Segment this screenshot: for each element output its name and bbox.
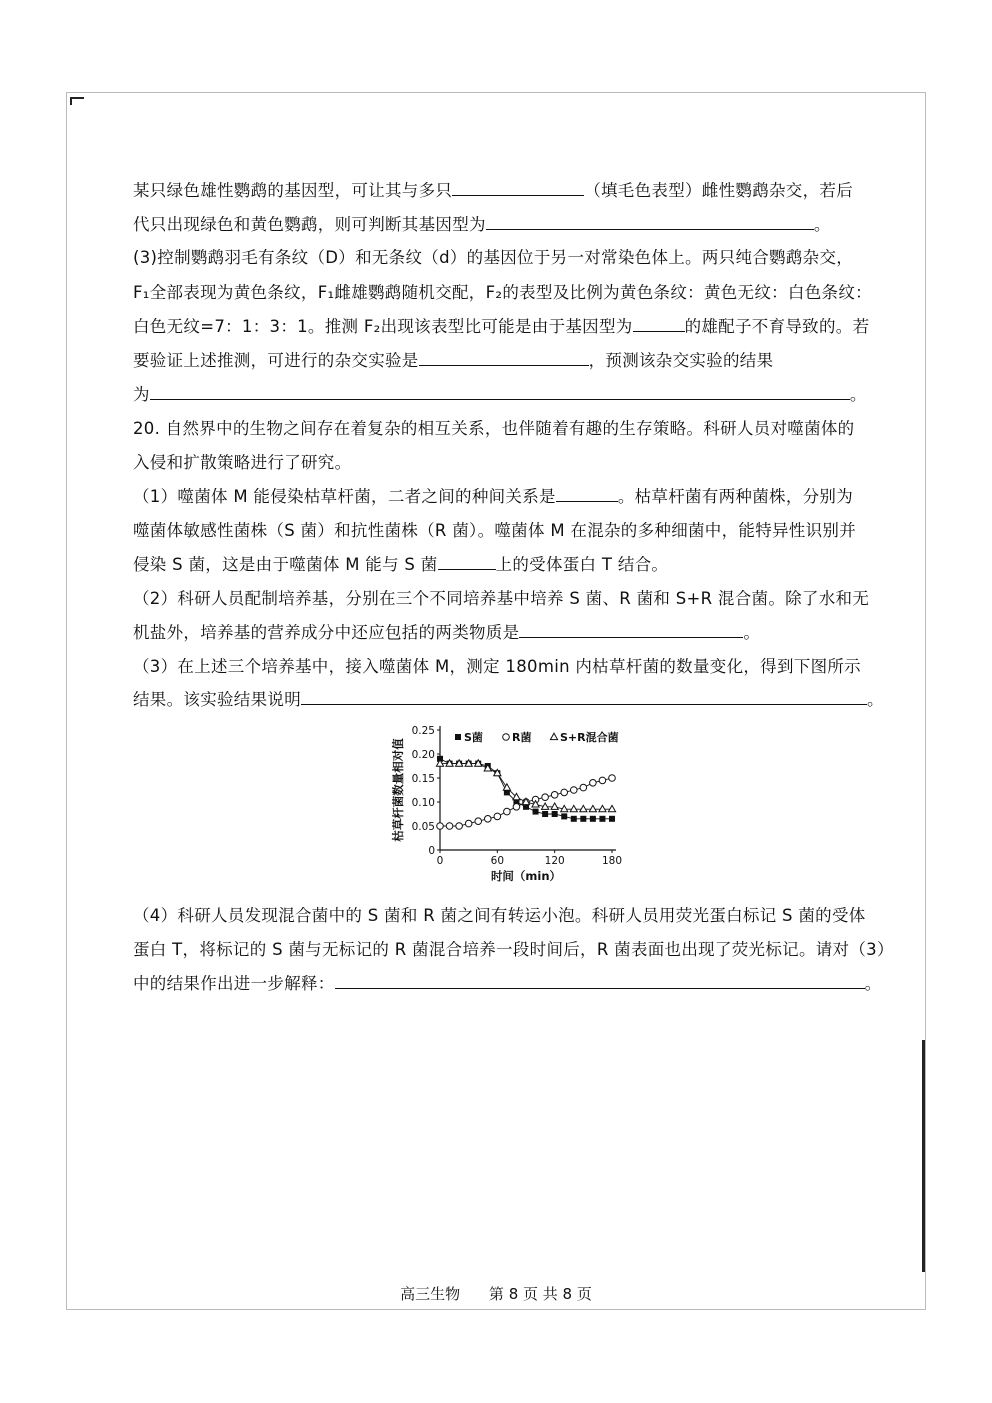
answer-blank[interactable] [633, 315, 685, 332]
answer-blank[interactable] [301, 688, 867, 705]
x-tick-label: 180 [601, 855, 623, 867]
data-point [609, 775, 616, 782]
text-segment: 要验证上述推测，可进行的杂交实验是 [133, 351, 419, 370]
text-line [133, 415, 855, 439]
text-line [133, 970, 881, 994]
legend-label: R菌 [512, 731, 532, 744]
text-segment: （3）在上述三个培养基中，接入噬菌体 M，测定 180min 内枯草杆菌的数量变化，得到下图所示 [133, 657, 861, 676]
answer-blank[interactable] [452, 179, 584, 196]
text-segment: （填毛色表型）雌性鹦鹉杂交，若后 [584, 181, 854, 200]
data-point [542, 794, 549, 801]
scan-edge-rule [922, 1040, 925, 1272]
data-point [542, 811, 548, 817]
text-line [133, 936, 894, 960]
text-segment: 。 [849, 385, 867, 404]
legend-marker [455, 734, 461, 740]
text-segment: (3)控制鹦鹉羽毛有条纹（D）和无条纹（d）的基因位于另一对常染色体上。两只纯合鹦鹉杂交， [133, 248, 854, 267]
answer-blank[interactable] [419, 349, 589, 366]
x-axis-label: 时间（min） [490, 869, 562, 883]
text-segment: ，预测该杂交实验的结果 [588, 351, 774, 370]
answer-blank[interactable] [150, 383, 850, 400]
footer-subject: 高三生物 [400, 1285, 461, 1303]
text-line [133, 381, 867, 405]
legend-label: S菌 [464, 731, 483, 744]
legend-label: S+R混合菌 [560, 731, 619, 744]
data-point [580, 816, 586, 822]
text-segment: 的雄配子不育导致的。若 [684, 317, 870, 336]
data-point [599, 805, 606, 811]
text-segment: （4）科研人员发现混合菌中的 S 菌和 R 菌之间有转运小泡。科研人员用荧光蛋白标记 S 菌的受体 [133, 906, 866, 925]
text-segment: 。 [743, 623, 761, 642]
text-segment: 机盐外，培养基的营养成分中还应包括的两类物质是 [133, 623, 520, 642]
data-point [437, 823, 444, 830]
footer-page-number: 第 8 页 共 8 页 [488, 1285, 592, 1303]
data-point [551, 803, 558, 809]
data-point [570, 805, 577, 811]
y-tick-label: 0.15 [411, 773, 435, 785]
data-point [465, 820, 472, 827]
text-line [133, 686, 884, 710]
data-point [571, 816, 577, 822]
y-axis-label: 枯草杆菌数量相对值 [391, 738, 405, 842]
answer-blank[interactable] [519, 621, 743, 638]
data-point [589, 805, 596, 811]
text-segment: 。 [864, 974, 882, 993]
answer-blank[interactable] [486, 213, 814, 230]
text-segment: （2）科研人员配制培养基，分别在三个不同培养基中培养 S 菌、R 菌和 S+R 混合菌。除了水和无 [133, 589, 870, 608]
data-point [513, 804, 520, 811]
legend-marker [503, 734, 510, 741]
text-segment: 白色无纹=7：1：3：1。推测 F₂出现该表型比可能是由于基因型为 [133, 317, 633, 336]
text-segment: 结果。该实验结果说明 [133, 690, 301, 709]
y-tick-label: 0 [428, 845, 435, 857]
data-point [504, 808, 511, 815]
data-point [599, 816, 605, 822]
data-point [552, 811, 558, 817]
answer-blank[interactable] [438, 553, 496, 570]
data-point [590, 816, 596, 822]
text-line [133, 177, 853, 201]
data-point [533, 809, 539, 815]
text-line [133, 449, 351, 473]
data-point [590, 780, 597, 787]
text-segment: 入侵和扩散策略进行了研究。 [133, 453, 352, 472]
text-segment: （1）噬菌体 M 能侵染枯草杆菌，二者之间的种间关系是 [133, 487, 556, 506]
data-point [599, 777, 606, 784]
text-segment: 。 [867, 690, 884, 709]
text-segment: 。枯草杆菌有两种菌株，分别为 [617, 487, 854, 506]
bacteria-count-chart [384, 718, 634, 886]
x-tick-label: 120 [544, 855, 565, 867]
text-line [133, 585, 869, 609]
data-point [484, 816, 491, 823]
data-point [570, 787, 577, 794]
corner-mark [70, 97, 84, 105]
text-line [133, 347, 773, 371]
y-tick-label: 0.10 [411, 797, 435, 809]
text-line [133, 211, 831, 235]
data-point [551, 792, 558, 799]
text-line [133, 902, 866, 926]
data-point [561, 813, 567, 819]
text-segment: 。 [813, 215, 831, 234]
text-segment: 某只绿色雄性鹦鹉的基因型，可让其与多只 [133, 181, 453, 200]
text-line [133, 517, 856, 541]
y-tick-label: 0.25 [411, 725, 435, 737]
text-line [133, 653, 861, 677]
data-point [456, 823, 463, 830]
text-segment: 代只出现绿色和黄色鹦鹉，则可判断其基因型为 [133, 215, 486, 234]
data-point [561, 789, 568, 796]
text-segment: 侵染 S 菌，这是由于噬菌体 M 能与 S 菌 [133, 555, 438, 574]
page-footer [0, 1283, 992, 1304]
text-line [133, 551, 668, 575]
text-segment: 噬菌体敏感性菌株（S 菌）和抗性菌株（R 菌）。噬菌体 M 在混杂的多种细菌中，能特异性识别并 [133, 521, 857, 540]
text-line [133, 279, 872, 303]
text-line [133, 244, 853, 268]
y-tick-label: 0.05 [411, 821, 435, 833]
text-line [133, 619, 760, 643]
data-point [608, 805, 615, 811]
text-segment: 蛋白 T，将标记的 S 菌与无标记的 R 菌混合培养一段时间后，R 菌表面也出现了荧光标记。请对（3） [133, 940, 894, 959]
data-point [580, 805, 587, 811]
text-segment: F₁全部表现为黄色条纹，F₁雌雄鹦鹉随机交配，F₂的表型及比例为黄色条纹：黄色无纹：白色条纹： [133, 283, 872, 302]
data-point [475, 818, 482, 825]
text-segment: 20. 自然界中的生物之间存在着复杂的相互关系，也伴随着有趣的生存策略。科研人员对噬菌体的 [133, 419, 855, 438]
answer-blank[interactable] [556, 485, 618, 502]
y-tick-label: 0.20 [411, 749, 435, 761]
data-point [609, 816, 615, 822]
data-point [580, 784, 587, 791]
answer-blank[interactable] [335, 972, 865, 989]
text-segment: 上的受体蛋白 T 结合。 [495, 555, 669, 574]
text-segment: 为 [133, 385, 150, 404]
legend-marker [550, 733, 557, 739]
data-point [494, 813, 501, 820]
x-tick-label: 60 [490, 855, 505, 867]
x-tick-label: 0 [436, 855, 444, 867]
data-point [446, 823, 453, 830]
text-line [133, 313, 869, 337]
text-segment: 中的结果作出进一步解释： [133, 974, 335, 993]
text-line [133, 483, 853, 507]
